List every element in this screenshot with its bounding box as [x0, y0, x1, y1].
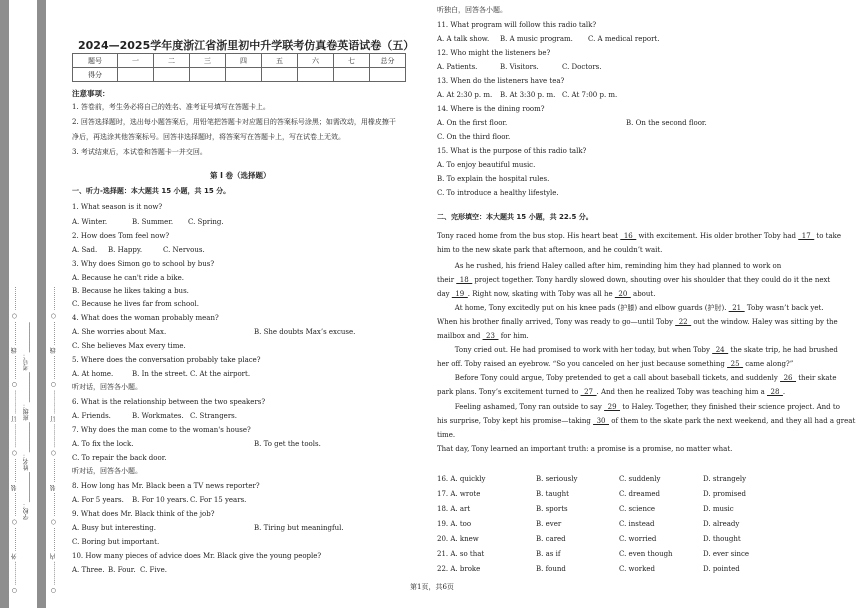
passage-line	[437, 232, 841, 241]
page-footer: 第1页，共6页	[410, 583, 454, 591]
option: A. At home.	[72, 370, 114, 378]
option: C. Because he lives far from school.	[72, 300, 199, 308]
cloze-option: C. science	[619, 505, 656, 513]
cloze-option: C. dreamed	[619, 490, 660, 498]
cloze-option: C. worried	[619, 535, 657, 543]
notice-heading: 注意事项：	[72, 89, 110, 98]
blank-number[interactable]: _17_	[798, 232, 815, 240]
inner-dotted-line: ○ ………… 内 ………… ○ ………… 装 ………… ○ ………… 订 ………… ○ ………… 线 ………… ○ …………	[50, 286, 57, 594]
question-text: 15. What is the purpose of this radio talk?	[437, 147, 587, 155]
score-cell[interactable]	[262, 68, 298, 82]
passage-text: Before Tony could argue, Toby pretended to get a call about baseball tickets, and suddenly	[437, 374, 781, 382]
cloze-question-option-a: 16. A. quickly	[437, 475, 486, 483]
option: C. Doctors.	[562, 63, 602, 71]
option: C. Spring.	[188, 218, 224, 226]
margin-strip-inner	[37, 0, 46, 608]
option: A. Three.	[72, 566, 105, 574]
section-heading: 二、完形填空：本大题共 15 小题，共 22.5 分。	[437, 213, 593, 221]
blank-number[interactable]: _24_	[712, 346, 729, 354]
notice-item: 3. 考试结束后，本试卷和答题卡一并交回。	[72, 148, 207, 156]
cloze-option: C. even though	[619, 550, 673, 558]
cloze-option: D. music	[703, 505, 734, 513]
option: A. To fix the lock.	[72, 440, 134, 448]
blank-number[interactable]: _26_	[780, 374, 797, 382]
score-cell[interactable]	[370, 68, 406, 82]
cloze-option: B. taught	[536, 490, 569, 498]
passage-text: with excitement. His older brother Toby had	[636, 232, 799, 240]
passage-text: out the window. Haley was sitting by the	[691, 318, 838, 326]
question-text: 13. When do the listeners have tea?	[437, 77, 565, 85]
question-text: 14. Where is the dining room?	[437, 105, 545, 113]
passage-text: . Right now, skating with Toby was all he	[467, 290, 615, 298]
option: A. For 5 years.	[72, 496, 124, 504]
passage-text: Tony cried out. He had promised to work with her today, but when Toby	[437, 346, 713, 354]
passage-text: their	[437, 276, 457, 284]
cloze-option: D. already	[703, 520, 740, 528]
score-cell: 五	[262, 54, 298, 68]
passage-text: . And then he realized Toby was teaching him a	[596, 388, 767, 396]
passage-text: him to the new skate park that afternoon, and he couldn’t wait.	[437, 246, 663, 254]
question-text: 2. How does Tom feel now?	[72, 232, 170, 240]
blank-number[interactable]: _21_	[728, 304, 745, 312]
passage-text: about.	[630, 290, 656, 298]
cloze-option: B. ever	[536, 520, 562, 528]
binding-margin	[0, 0, 66, 608]
passage-text: for him.	[498, 332, 529, 340]
option: B. To get the tools.	[254, 440, 321, 448]
cloze-option: D. strangely	[703, 475, 747, 483]
option: A. Busy but interesting.	[72, 524, 157, 532]
passage-line	[437, 262, 781, 271]
option: A. To enjoy beautiful music.	[437, 161, 536, 169]
question-text: 11. What program will follow this radio talk?	[437, 21, 597, 29]
blank-number[interactable]: _19_	[451, 290, 468, 298]
score-cell[interactable]	[154, 68, 190, 82]
instruction: 听对话，回答各小题。	[72, 467, 142, 475]
section-heading: 一、听力-选择题：本大题共 15 小题，共 15 分。	[72, 187, 231, 195]
score-cell: 四	[226, 54, 262, 68]
blank-number[interactable]: _28_	[766, 388, 783, 396]
passage-text: As he rushed, his friend Haley called after him, reminding him they had planned to work on	[437, 262, 782, 270]
question-text: 7. Why does the man come to the woman's house?	[72, 426, 251, 434]
option: B. On the second floor.	[626, 119, 707, 127]
notice-item: 1. 答卷前，考生务必将自己的姓名、准考证号填写在答题卡上。	[72, 103, 270, 111]
passage-text: to take	[814, 232, 842, 240]
passage-line	[437, 318, 838, 327]
passage-text: At home, Tony excitedly put on his knee pads (护膝) and elbow guards (护肘).	[437, 304, 729, 312]
option: C. Strangers.	[190, 412, 237, 420]
option: B. Workmates.	[132, 412, 184, 420]
score-cell: 题号	[73, 54, 118, 68]
option: A. Because he can't ride a bike.	[72, 274, 184, 282]
option: A. A talk show.	[437, 35, 490, 43]
question-text: 4. What does the woman probably mean?	[72, 314, 219, 322]
instruction: 听对话，回答各小题。	[72, 383, 142, 391]
question-text: 12. Who might the listeners be?	[437, 49, 551, 57]
cloze-option: C. worked	[619, 565, 655, 573]
option: B. Tiring but meaningful.	[254, 524, 344, 532]
passage-text: time.	[437, 431, 456, 439]
option: B. Because he likes taking a bus.	[72, 287, 189, 295]
option: B. A music program.	[500, 35, 573, 43]
option: C. Five.	[140, 566, 167, 574]
score-cell[interactable]	[334, 68, 370, 82]
score-cell[interactable]	[190, 68, 226, 82]
option: C. A medical report.	[588, 35, 660, 43]
cloze-option: D. thought	[703, 535, 741, 543]
question-text: 1. What season is it now?	[72, 203, 163, 211]
cloze-option: B. found	[536, 565, 566, 573]
passage-line	[437, 431, 455, 440]
blank-number[interactable]: _27_	[580, 388, 597, 396]
score-cell[interactable]	[118, 68, 154, 82]
passage-line	[437, 360, 793, 369]
option: C. Boring but important.	[72, 538, 160, 546]
passage-line	[437, 246, 662, 255]
score-cell: 总分	[370, 54, 406, 68]
option: C. She believes Max every time.	[72, 342, 186, 350]
blank-number[interactable]: _18_	[456, 276, 473, 284]
option: B. To explain the hospital rules.	[437, 175, 550, 183]
passage-line	[437, 290, 655, 299]
option: B. In the street.	[132, 370, 188, 378]
score-cell[interactable]	[298, 68, 334, 82]
cloze-option: D. pointed	[703, 565, 740, 573]
blank-number[interactable]: _23_	[482, 332, 499, 340]
blank-number[interactable]: _29_	[604, 403, 621, 411]
blank-number[interactable]: _30_	[593, 417, 609, 425]
cloze-question-option-a: 21. A. so that	[437, 550, 485, 558]
option: B. For 10 years.	[132, 496, 189, 504]
passage-text: That day, Tony learned an important truth: a promise is a promise, no matter what.	[437, 445, 733, 453]
passage-text: of them to the skate park the next weekend, and they all had a great	[609, 417, 856, 425]
passage-line	[437, 276, 830, 285]
question-text: 10. How many pieces of advice does Mr. Black give the young people?	[72, 552, 322, 560]
passage-text: project together. Tony hardly slowed down, shouting over his shoulder that they could do it the next	[472, 276, 831, 284]
option: C. Nervous.	[163, 246, 205, 254]
blank-number[interactable]: _25_	[727, 360, 744, 368]
score-table	[72, 53, 406, 82]
option: C. At 7:00 p. m.	[562, 91, 618, 99]
option: C. At the airport.	[190, 370, 251, 378]
option: A. Friends.	[72, 412, 111, 420]
passage-text: Tony raced home from the bus stop. His heart beat	[437, 232, 621, 240]
cloze-option: B. cared	[536, 535, 566, 543]
passage-text: mailbox and	[437, 332, 483, 340]
score-cell: 三	[190, 54, 226, 68]
passage-text: day	[437, 290, 452, 298]
instruction: 听独白，回答各小题。	[437, 6, 507, 14]
question-text: 5. Where does the conversation probably take place?	[72, 356, 261, 364]
blank-number[interactable]: _22_	[675, 318, 692, 326]
passage-text: the skate trip, he had brushed	[728, 346, 838, 354]
score-cell: 得分	[73, 68, 118, 82]
cloze-option: B. sports	[536, 505, 568, 513]
passage-text: .	[782, 388, 786, 396]
passage-text: their skate	[796, 374, 837, 382]
passage-text: to Haley. Together, they finished their science project. And to	[620, 403, 840, 411]
passage-line	[437, 403, 840, 412]
score-table-score-row	[73, 68, 406, 82]
question-text: 9. What does Mr. Black think of the job?	[72, 510, 215, 518]
score-cell: 二	[154, 54, 190, 68]
passage-text: Toby wasn’t back yet.	[744, 304, 824, 312]
passage-text: her off. Toby raised an eyebrow. “So you canceled on her just because something	[437, 360, 728, 368]
option: A. On the first floor.	[437, 119, 508, 127]
option: A. Winter.	[72, 218, 108, 226]
score-cell: 一	[118, 54, 154, 68]
part-title: 第 I 卷（选择题）	[210, 171, 271, 180]
blank-number[interactable]: _20_	[614, 290, 631, 298]
passage-text: Feeling ashamed, Tony ran outside to say	[437, 403, 605, 411]
score-cell: 六	[298, 54, 334, 68]
option: A. At 2:30 p. m.	[437, 91, 493, 99]
passage-line	[437, 417, 855, 426]
cloze-option: D. ever since	[703, 550, 750, 558]
cloze-option: B. seriously	[536, 475, 578, 483]
option: B. Four.	[108, 566, 136, 574]
option: B. Summer.	[132, 218, 174, 226]
score-cell: 七	[334, 54, 370, 68]
cloze-option: C. suddenly	[619, 475, 661, 483]
option: C. To repair the back door.	[72, 454, 167, 462]
cloze-option: B. as if	[536, 550, 561, 558]
cloze-question-option-a: 18. A. art	[437, 505, 471, 513]
passage-text: park plans. Tony’s excitement turned to	[437, 388, 581, 396]
passage-text: When his brother finally arrived, Tony was ready to go—until Toby	[437, 318, 676, 326]
cloze-question-option-a: 20. A. knew	[437, 535, 479, 543]
student-info-fields: 学校：__________ 姓名：__________ 班级：__________ 考号：__________	[23, 322, 30, 520]
score-cell[interactable]	[226, 68, 262, 82]
option: A. Sad.	[72, 246, 98, 254]
option: C. On the third floor.	[437, 133, 511, 141]
passage-text: his surprise, Toby kept his promise—taking	[437, 417, 594, 425]
option: A. She worries about Max.	[72, 328, 167, 336]
option: B. At 3:30 p. m.	[500, 91, 556, 99]
cloze-question-option-a: 19. A. too	[437, 520, 472, 528]
margin-strip-outer	[0, 0, 9, 608]
notice-item: 2. 回答选择题时，选出每小题答案后，用铅笔把答题卡对应题目的答案标号涂黑；如需改动，用橡皮擦干	[72, 118, 396, 126]
exam-title: 2024—2025学年度浙江省浙里初中升学联考仿真卷英语试卷（五）	[78, 39, 415, 52]
option: C. To introduce a healthy lifestyle.	[437, 189, 559, 197]
notice-item: 净后，再选涂其他答案标号。回答非选择题时，将答案写在答题卡上，写在试卷上无效。	[72, 133, 345, 141]
cloze-question-option-a: 17. A. wrote	[437, 490, 481, 498]
passage-line	[437, 445, 732, 454]
passage-line	[437, 388, 785, 397]
passage-text: came along?”	[743, 360, 794, 368]
cloze-option: C. instead	[619, 520, 655, 528]
cloze-question-option-a: 22. A. broke	[437, 565, 481, 573]
passage-line	[437, 346, 838, 355]
question-text: 6. What is the relationship between the two speakers?	[72, 398, 266, 406]
question-text: 3. Why does Simon go to school by bus?	[72, 260, 215, 268]
option: A. Patients.	[437, 63, 478, 71]
option: B. Visitors.	[500, 63, 539, 71]
cloze-option: D. promised	[703, 490, 746, 498]
outer-dotted-line: ○ ………… 外 ………… ○ ………… 装 ………… ○ ………… 订 ………… ○ ………… 线 ………… ○ …………	[11, 286, 18, 594]
passage-line	[437, 332, 529, 341]
score-table-header-row	[73, 54, 406, 68]
option: C. For 15 years.	[190, 496, 247, 504]
option: B. She doubts Max’s excuse.	[254, 328, 356, 336]
passage-line	[437, 304, 824, 313]
option: B. Happy.	[108, 246, 143, 254]
blank-number[interactable]: _16_	[620, 232, 637, 240]
question-text: 8. How long has Mr. Black been a TV news reporter?	[72, 482, 260, 490]
passage-line	[437, 374, 836, 383]
